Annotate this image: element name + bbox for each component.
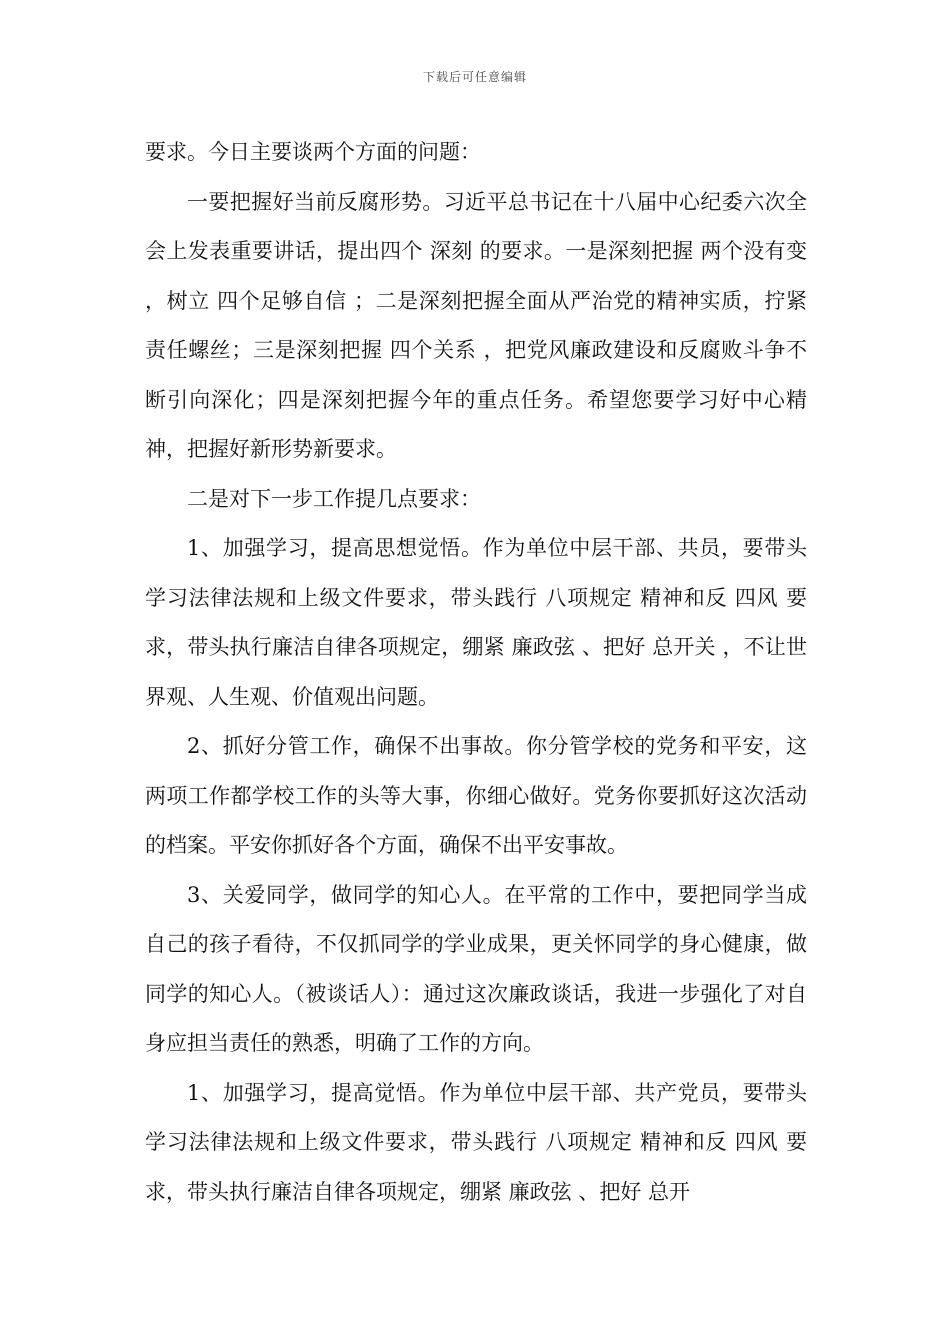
paragraph-2: 一要把握好当前反腐形势。习近平总书记在十八届中心纪委六次全会上发表重要讲话，提出四个 深刻 的要求。一是深刻把握 两个没有变 ，树立 四个足够自信 ；二是深刻把握全面从严治党的精神实质，拧紧责任螺丝；三是深刻把握 四个关系 ，把党风廉政建设和反腐败斗争不断引向深化；四是深刻把握今年的重点任务。希望您要学习好中心精神，把握好新形势新要求。 — [145, 189, 807, 461]
paragraph-7: 1、加强学习，提高觉悟。作为单位中层干部、共产党员，要带头学习法律法规和上级文件要求，带头践行 八项规定 精神和反 四风 要求，带头执行廉洁自律各项规定，绷紧 廉政弦 、把好 总开 — [145, 1080, 807, 1204]
page-header: 下载后可任意编辑 — [422, 70, 527, 84]
paragraph-5: 2、抓好分管工作，确保不出事故。你分管学校的党务和平安，这两项工作都学校工作的头等大事，你细心做好。党务你要抓好这次活动的档案。平安你抓好各个方面，确保不出平安事故。 — [145, 734, 807, 857]
paragraph-6: 3、关爱同学，做同学的知心人。在平常的工作中，要把同学当成自己的孩子看待，不仅抓同学的学业成果，更关怀同学的身心健康，做同学的知心人。（被谈话人）：通过这次廉政谈话，我进一步强化了对自身应担当责任的熟悉，明确了工作的方向。 — [145, 882, 807, 1055]
paragraph-4: 1、加强学习，提高思想觉悟。作为单位中层干部、共员，要带头学习法律法规和上级文件要求，带头践行 八项规定 精神和反 四风 要求，带头执行廉洁自律各项规定，绷紧 廉政弦 、把好 总开关 ，不让世界观、人生观、价值观出问题。 — [145, 536, 807, 709]
paragraph-3: 二是对下一步工作提几点要求： — [187, 486, 481, 511]
paragraph-1: 要求。今日主要谈两个方面的问题： — [145, 140, 481, 164]
document-body — [145, 128, 807, 1217]
